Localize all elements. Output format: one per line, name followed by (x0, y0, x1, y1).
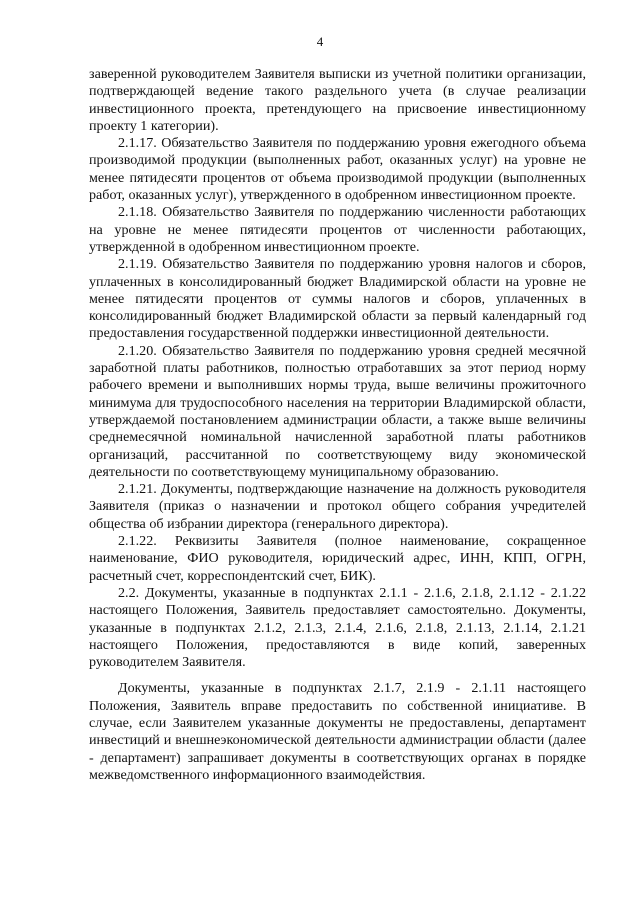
paragraph-2-1-18: 2.1.18. Обязательство Заявителя по поддержанию численности работающих на уровне не менее пятидесяти процентов от численности работающих, утвержденной в одобренном инвестиционном проекте. (89, 204, 586, 255)
paragraph-2-1-20: 2.1.20. Обязательство Заявителя по поддержанию уровня средней месячной заработной платы работников, полностью отработавших за этот период норму рабочего времени и выполнивших нормы труда, выше величины прожиточного минимума для трудоспособного населения на территории Владимирской области, утверждаемой постановлением администрации области, а также выше величины среднемесячной номинальной начисленной заработной платы работников организаций, рассчитанной по соответствующему виду экономической деятельности по соответствующему муниципальному образованию. (89, 342, 586, 480)
paragraph-continuation: заверенной руководителем Заявителя выписки из учетной политики организации, подтверждающей ведение такого раздельного учета (в случае реализации инвестиционного проекта, претендующего на присвоение инвестиционному проекту 1 категории). (89, 66, 586, 134)
paragraph-2-1-17: 2.1.17. Обязательство Заявителя по поддержанию уровня ежегодного объема производимой продукции (выполненных работ, оказанных услуг) на уровне не менее пятидесяти процентов от объема производимой продукции (выполненных работ, оказанных услуг), утвержденного в одобренном инвестиционном проекте. (89, 135, 586, 204)
paragraph-2-1-19: 2.1.19. Обязательство Заявителя по поддержанию уровня налогов и сборов, уплаченных в консолидированный бюджет Владимирской области на уровне не менее пятидесяти процентов от суммы налогов и сборов, уплаченных в консолидированный бюджет Владимирской области за первый календарный год предоставления государственной поддержки инвестиционной деятельности. (89, 256, 586, 342)
paragraph-2-2: 2.2. Документы, указанные в подпунктах 2.1.1 - 2.1.6, 2.1.8, 2.1.12 - 2.1.22 настоящего Положения, Заявитель предоставляет самостоятельно. Документы, указанные в подпунктах 2.1.2, 2.1.3, 2.1.4, 2.1.6, 2.1.8, 2.1.13, 2.1.14, 2.1.21 настоящего Положения, предоставляются в виде копий, заверенных руководителем Заявителя. (89, 584, 586, 671)
paragraph-documents-initiative: Документы, указанные в подпунктах 2.1.7, 2.1.9 - 2.1.11 настоящего Положения, Заявитель вправе предоставить по собственной инициативе. В случае, если Заявителем указанные документы не предоставлены, департамент инвестиций и внешнеэкономической деятельности администрации области (далее - департамент) запрашивает документы в соответствующих органах в порядке межведомственного информационного взаимодействия. (89, 680, 586, 783)
paragraph-2-1-21: 2.1.21. Документы, подтверждающие назначение на должность руководителя Заявителя (приказ о назначении и протокол общего собрания учредителей общества об избрании директора (генерального директора). (89, 481, 586, 532)
paragraph-2-1-22: 2.1.22. Реквизиты Заявителя (полное наименование, сокращенное наименование, ФИО руководителя, юридический адрес, ИНН, КПП, ОГРН, расчетный счет, корреспондентский счет, БИК). (89, 533, 586, 584)
document-body (89, 66, 586, 784)
page-number: 4 (316, 34, 324, 49)
